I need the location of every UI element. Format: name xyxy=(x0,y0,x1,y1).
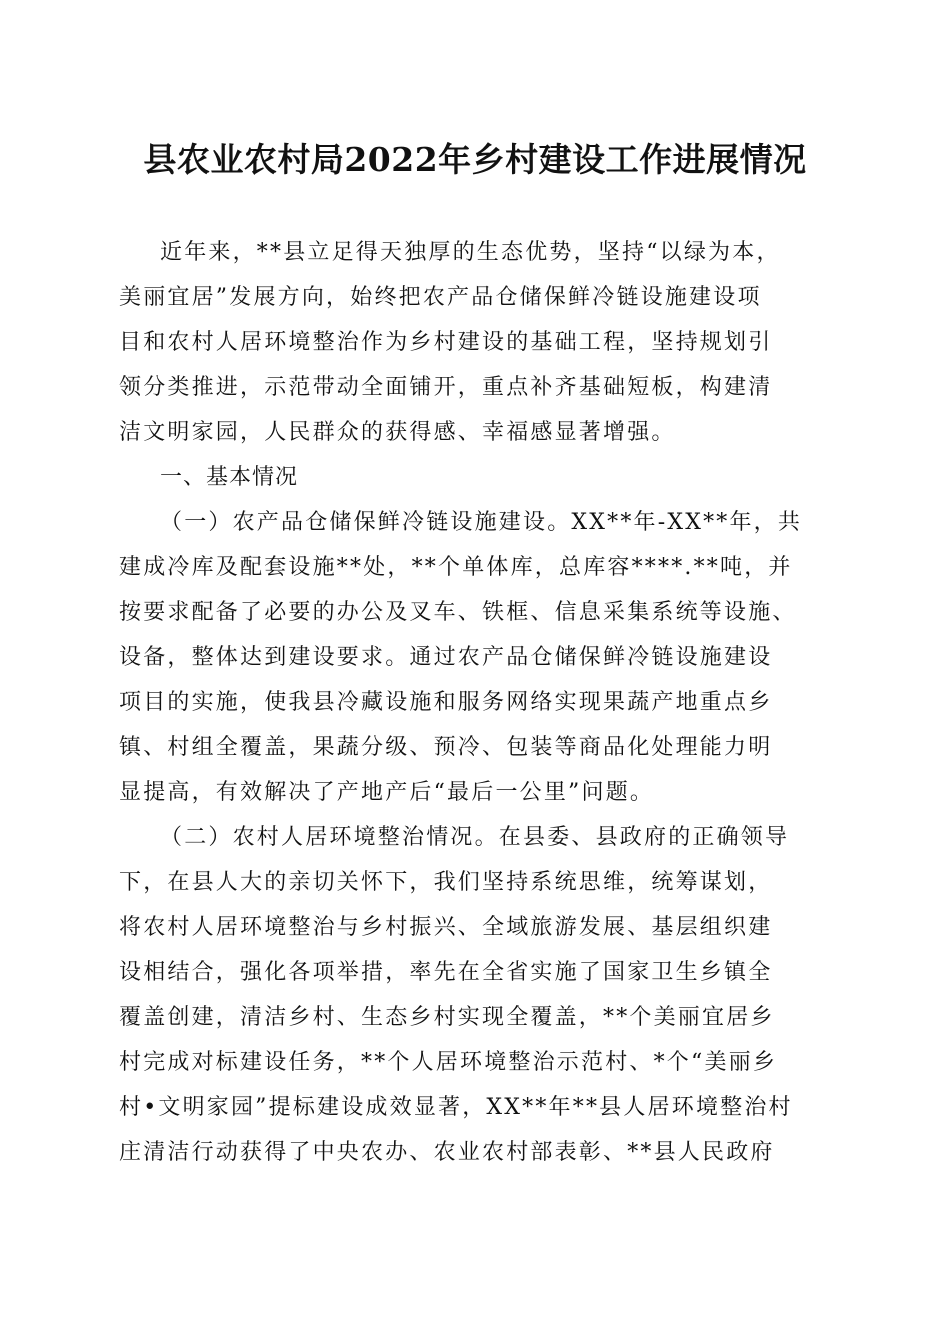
paragraph-line: （二）农村人居环境整治情况。在县委、县政府的正确领导 xyxy=(160,825,790,850)
paragraph-line: 目和农村人居环境整治作为乡村建设的基础工程，坚持规划引 xyxy=(119,330,773,355)
paragraph-line: 按要求配备了必要的办公及叉车、铁框、信息采集系统等设施、 xyxy=(119,600,797,625)
paragraph-line: 近年来，**县立足得天独厚的生态优势，坚持“以绿为本， xyxy=(160,240,781,265)
paragraph-line: 庄清洁行动获得了中央农办、农业农村部表彰、**县人民政府 xyxy=(119,1140,775,1165)
document-title: 县农业农村局2022年乡村建设工作进展情况 xyxy=(143,140,807,179)
paragraph-line: 覆盖创建，清洁乡村、生态乡村实现全覆盖，**个美丽宜居乡 xyxy=(119,1005,775,1030)
paragraph-line: 将农村人居环境整治与乡村振兴、全域旅游发展、基层组织建 xyxy=(119,915,773,940)
paragraph-line: 洁文明家园，人民群众的获得感、幸福感显著增强。 xyxy=(119,420,676,445)
paragraph-line: 领分类推进，示范带动全面铺开，重点补齐基础短板，构建清 xyxy=(119,375,773,400)
section-heading: 一、基本情况 xyxy=(160,465,299,490)
paragraph-line: 镇、村组全覆盖，果蔬分级、预冷、包装等商品化处理能力明 xyxy=(119,735,773,760)
paragraph-line: 村•文明家园”提标建设成效显著，XX**年**县人居环境整治村 xyxy=(119,1095,793,1120)
paragraph-line: （一）农产品仓储保鲜冷链设施建设。XX**年-XX**年，共 xyxy=(160,510,803,535)
paragraph-line: 项目的实施，使我县冷藏设施和服务网络实现果蔬产地重点乡 xyxy=(119,690,773,715)
paragraph-line: 下，在县人大的亲切关怀下，我们坚持系统思维，统筹谋划， xyxy=(119,870,773,895)
paragraph-line: 建成冷库及配套设施**处，**个单体库，总库容****.**吨，并 xyxy=(119,555,793,580)
paragraph-line: 显提高，有效解决了产地产后“最后一公里”问题。 xyxy=(119,780,655,805)
paragraph-line: 美丽宜居”发展方向，始终把农产品仓储保鲜冷链设施建设项 xyxy=(119,285,762,310)
paragraph-line: 设相结合，强化各项举措，率先在全省实施了国家卫生乡镇全 xyxy=(119,960,773,985)
paragraph-line: 设备，整体达到建设要求。通过农产品仓储保鲜冷链设施建设 xyxy=(119,645,773,670)
paragraph-line: 村完成对标建设任务，**个人居环境整治示范村、*个“美丽乡 xyxy=(119,1050,778,1075)
